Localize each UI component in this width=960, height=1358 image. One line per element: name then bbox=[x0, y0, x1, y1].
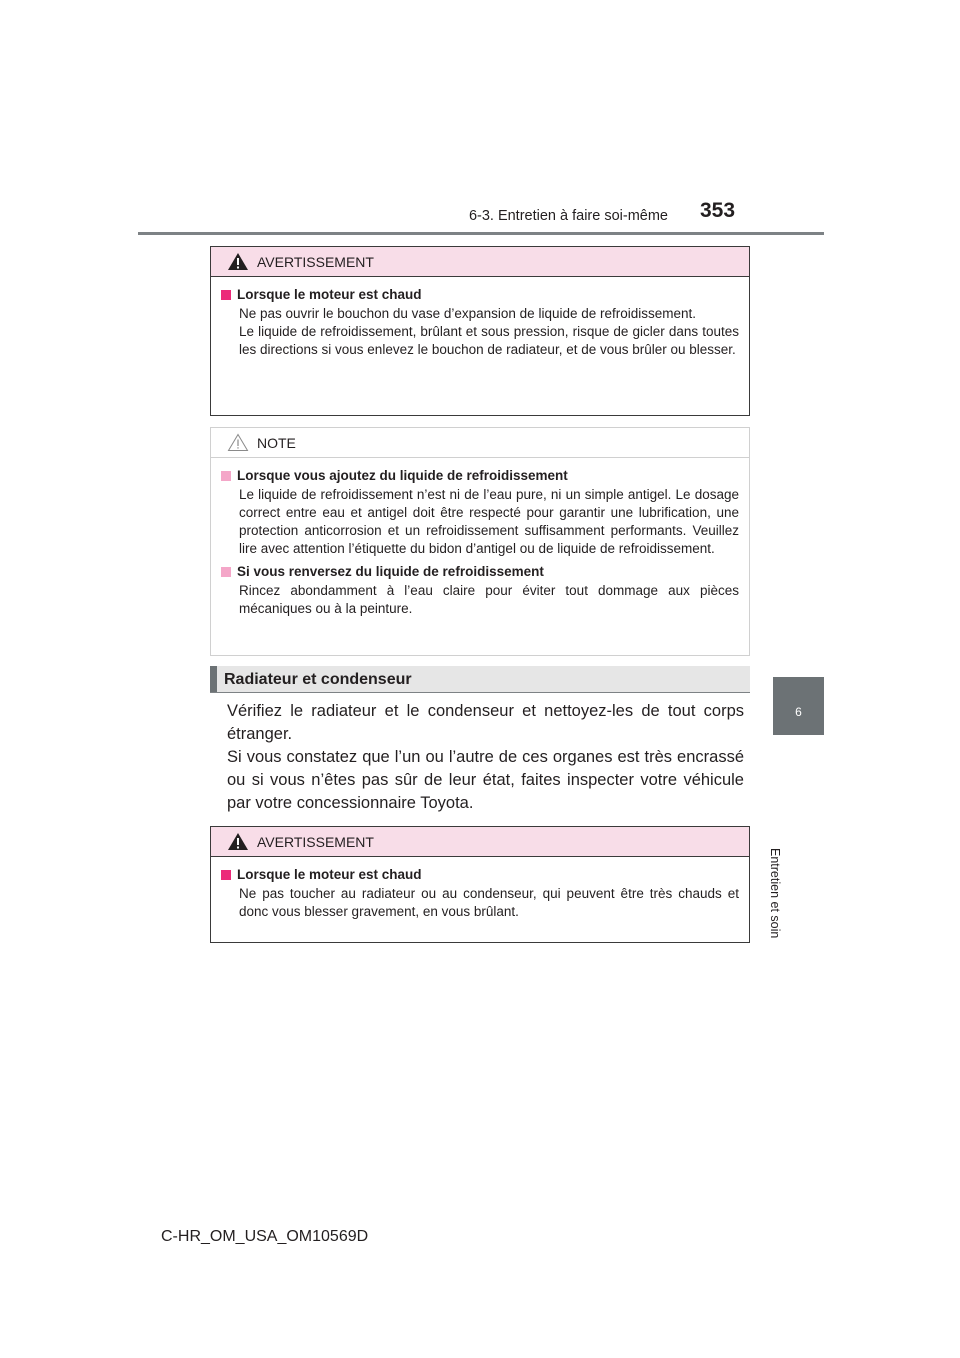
note-header bbox=[211, 428, 749, 458]
bullet-square-icon bbox=[221, 471, 231, 481]
warning-item-text: Le liquide de refroidissement, brûlant et sous pression, risque de gicler dans toutes les directions si vous enlevez le bouchon de radiateur, et de vous brûler ou blesser. bbox=[239, 324, 739, 357]
note-box-coolant bbox=[210, 427, 750, 656]
section-title: 6-3. Entretien à faire soi-même bbox=[468, 208, 668, 224]
note-item bbox=[221, 468, 739, 558]
body-paragraph: Si vous constatez que l’un ou l’autre de ces organes est très encrassé ou si vous n’êtes pas sûr de leur état, faites inspecter votre véhicule par votre concessionnaire Toyota. bbox=[227, 748, 744, 812]
body-paragraph: Vérifiez le radiateur et le condenseur et nettoyez-les de tout corps étranger. bbox=[227, 702, 744, 743]
bullet-square-icon bbox=[221, 290, 231, 300]
bullet-square-icon bbox=[221, 870, 231, 880]
warning-box-hot-radiator bbox=[210, 826, 750, 943]
chapter-label: Entretien et soin bbox=[768, 848, 782, 939]
chapter-tab bbox=[773, 677, 824, 735]
section-heading: Radiateur et condenseur bbox=[210, 666, 750, 693]
warning-title: AVERTISSEMENT bbox=[257, 833, 374, 850]
bullet-square-icon bbox=[221, 567, 231, 577]
note-item-title: Lorsque vous ajoutez du liquide de refroidissement bbox=[221, 468, 739, 483]
warning-header bbox=[211, 247, 749, 277]
note-title: NOTE bbox=[257, 434, 296, 451]
warning-triangle-icon bbox=[227, 252, 249, 271]
warning-item-title: Lorsque le moteur est chaud bbox=[221, 867, 739, 882]
caution-triangle-icon bbox=[227, 433, 249, 452]
section-divider bbox=[210, 692, 750, 693]
note-item-text: Rincez abondamment à l’eau claire pour éviter tout dommage aux pièces mécaniques ou à la peinture. bbox=[239, 583, 739, 616]
warning-item-text: Ne pas ouvrir le bouchon du vase d’expansion de liquide de refroidissement. bbox=[239, 306, 697, 321]
warning-item-title: Lorsque le moteur est chaud bbox=[221, 287, 739, 302]
warning-item-text: Ne pas toucher au radiateur ou au condenseur, qui peuvent être très chauds et donc vous blesser gravement, en vous brûlant. bbox=[239, 886, 739, 919]
header-divider bbox=[138, 232, 824, 235]
note-item-title: Si vous renversez du liquide de refroidissement bbox=[221, 564, 739, 579]
chapter-label-strip bbox=[768, 735, 824, 939]
warning-title: AVERTISSEMENT bbox=[257, 253, 374, 270]
warning-triangle-icon bbox=[227, 832, 249, 851]
chapter-number: 6 bbox=[795, 705, 802, 719]
document-code: C-HR_OM_USA_OM10569D bbox=[161, 1228, 369, 1245]
warning-header bbox=[211, 827, 749, 857]
note-item bbox=[221, 564, 739, 618]
warning-box-hot-engine-cap bbox=[210, 246, 750, 416]
note-item-text: Le liquide de refroidissement n’est ni de l’eau pure, ni un simple antigel. Le dosage correct entre eau et antigel doit être respecté pour garantir une lubrification, une protection anticorrosion et un refroidissement suffisamment performants. Veuillez lire avec attention l’étiquette du bidon d’antigel ou de liquide de refroidissement. bbox=[239, 487, 739, 556]
page-number: 353 bbox=[700, 199, 736, 222]
